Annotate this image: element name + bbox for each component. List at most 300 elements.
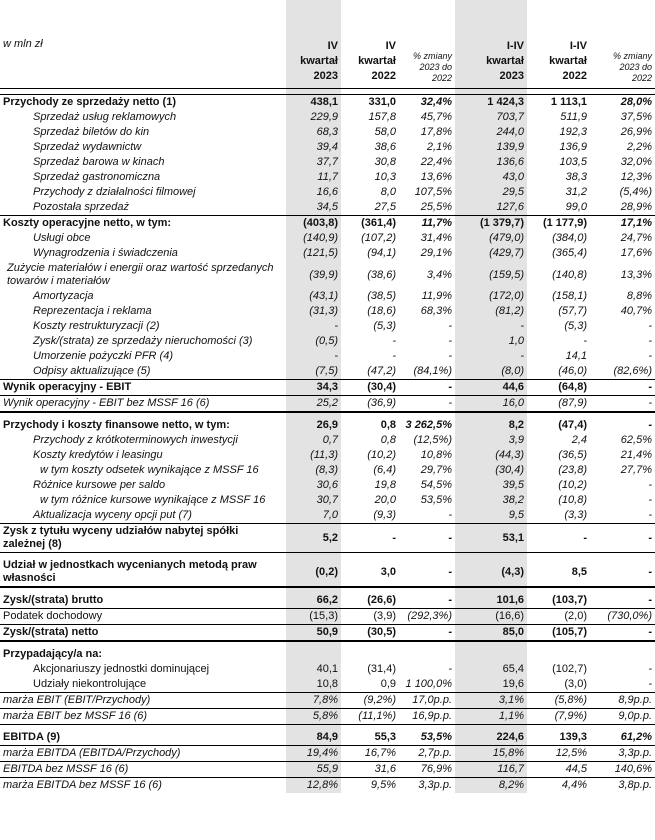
cell-q4-2022: - [392,350,396,362]
cell-fy-2023: 101,6 [455,593,527,609]
cell-q4-2022: 19,8 [374,479,396,491]
cell-fy-2022: 12,5% [527,746,590,762]
cell-q4-2022: 20,0 [374,494,396,506]
cell-q4-2022: 55,3 [341,730,399,746]
cell-fy-2022: (10,8) [558,494,587,506]
cell-q4-2022: 0,9 [380,678,396,690]
row-label: Pozostała sprzedaż [33,201,129,213]
cell-change-q4: 68,3% [420,305,452,317]
cell-q4-2023: 7,0 [286,508,341,524]
row-label: Aktualizacja wyceny opcji put (7) [33,509,192,521]
cell-fy-2023: (30,4) [455,463,527,478]
cell-fy-2023: 8,2% [455,778,527,794]
cell-fy-2023: (8,0) [455,364,527,380]
row-label: marża EBITDA (EBITDA/Przychody) [0,746,286,762]
table-row [0,662,655,677]
table-row [0,677,655,693]
cell-change-fy: 3,8p.p. [618,779,652,791]
cell-q4-2023: 26,9 [286,418,341,433]
cell-change-q4: 31,4% [420,232,452,244]
cell-change-fy: 140,6% [590,762,655,778]
cell-change-q4: 3,4% [426,268,452,281]
cell-fy-2022: (36,5) [558,449,587,461]
cell-change-fy: 40,7% [620,305,652,317]
row-label: Amortyzacja [33,290,94,302]
cell-change-fy: - [590,558,655,587]
cell-change-q4: 29,7% [420,464,452,476]
table-row [0,746,655,762]
cell-change-q4: 1 100,0% [405,678,452,690]
row-label: Akcjonariuszy jednostki dominującej [33,663,210,675]
cell-change-q4: 32,4% [399,95,455,111]
cell-q4-2022: - [341,524,399,553]
cell-fy-2022: (384,0) [552,232,587,244]
cell-change-fy: 24,7% [620,232,652,244]
row-label: Odpisy aktualizujące (5) [33,365,151,377]
table-row [0,140,655,155]
cell-q4-2022: 157,8 [368,111,396,123]
row-label: marża EBIT bez MSSF 16 (6) [0,709,286,725]
cell-fy-2022: (102,7) [552,663,587,675]
table-row [0,125,655,140]
cell-change-fy: 61,2% [590,730,655,746]
cell-change-fy: - [590,380,655,396]
table-row [0,396,655,413]
cell-change-q4: 13,6% [420,171,452,183]
cell-change-fy: - [648,419,652,431]
cell-fy-2022: (23,8) [558,464,587,476]
cell-q4-2023: (39,9) [286,261,341,289]
cell-fy-2022: 4,4% [561,779,587,791]
cell-q4-2023: 7,8% [286,693,341,709]
cell-change-fy: - [590,524,655,553]
cell-change-fy: - [648,663,652,675]
cell-change-q4: 17,0p.p. [399,693,455,709]
cell-change-q4: - [399,558,455,587]
cell-change-fy: 28,0% [590,95,655,111]
cell-change-fy: - [648,678,652,690]
cell-fy-2023: 15,8% [455,746,527,762]
cell-fy-2023 [455,647,527,662]
cell-change-q4: - [399,524,455,553]
cell-q4-2022: 10,3 [374,171,396,183]
cell-change-fy: 17,6% [620,247,652,259]
row-label: w tym koszty odsetek wynikające z MSSF 16 [40,464,259,476]
cell-change-q4: 107,5% [414,186,452,198]
cell-q4-2022: (5,3) [373,320,396,332]
cell-q4-2022: (9,3) [373,509,396,521]
row-label: Reprezentacja i reklama [33,305,152,317]
cell-fy-2022: 8,5 [527,558,590,587]
cell-q4-2023: 68,3 [286,125,341,140]
cell-change-fy: 8,9p.p. [590,693,655,709]
table-row [0,609,655,625]
cell-fy-2023: 1,1% [455,709,527,725]
table-row [0,246,655,261]
cell-change-fy: 9,0p.p. [590,709,655,725]
cell-q4-2023: - [286,349,341,364]
table-row [0,418,655,433]
cell-q4-2023: (140,9) [286,231,341,246]
cell-q4-2022: (361,4) [341,216,399,232]
cell-fy-2023: 9,5 [455,508,527,524]
table-row [0,709,655,725]
cell-q4-2022: (9,2%) [341,693,399,709]
table-row [0,508,655,524]
cell-q4-2023: (121,5) [286,246,341,261]
cell-change-fy: 27,7% [620,464,652,476]
cell-change-fy: 62,5% [620,434,652,446]
cell-q4-2023: 25,2 [286,396,341,413]
cell-fy-2023: 139,9 [455,140,527,155]
row-label: Sprzedaż biletów do kin [33,126,150,138]
cell-change-q4: 29,1% [420,247,452,259]
row-label: Koszty operacyjne netto, w tym: [0,216,286,232]
row-label: Zysk/(strata) brutto [0,593,286,609]
cell-fy-2023: - [455,319,527,334]
table-row [0,170,655,185]
cell-q4-2022: 27,5 [374,201,396,213]
row-label: EBITDA (9) [0,730,286,746]
table-row [0,380,655,396]
row-label: Różnice kursowe per saldo [33,479,166,491]
cell-change-q4: 2,1% [426,141,452,153]
cell-fy-2023: 1 424,3 [455,95,527,111]
row-label: Usługi obce [33,232,91,244]
cell-change-q4: 2,7p.p. [399,746,455,762]
cell-fy-2023: 65,4 [455,662,527,677]
cell-q4-2022: 9,5% [370,779,396,791]
cell-change-fy: 12,3% [620,171,652,183]
cell-fy-2023: (429,7) [455,246,527,261]
cell-change-fy: - [590,396,655,413]
cell-change-q4: 25,5% [420,201,452,213]
table-row [0,289,655,304]
cell-q4-2023: (0,5) [286,334,341,349]
cell-q4-2023: 229,9 [286,110,341,125]
cell-fy-2022: (2,0) [564,610,587,622]
cell-q4-2022: (38,6) [367,268,396,281]
cell-change-q4: - [399,593,455,609]
table-row [0,762,655,778]
cell-change-fy: 3,3p.p. [590,746,655,762]
cell-change-q4: 3 262,5% [405,419,452,431]
cell-fy-2023: 224,6 [455,730,527,746]
cell-q4-2023 [286,647,341,662]
cell-fy-2023: 44,6 [455,380,527,396]
col-header-fy-2023: I-IV kwartał 2023 [455,0,527,89]
cell-fy-2023: - [455,349,527,364]
row-label: marża EBIT (EBIT/Przychody) [0,693,286,709]
cell-change-q4: 22,4% [420,156,452,168]
cell-fy-2023: 136,6 [455,155,527,170]
unit-label: w mln zł [0,0,286,89]
cell-change-fy: - [590,593,655,609]
cell-fy-2022: 192,3 [559,126,587,138]
cell-q4-2023: 30,7 [286,493,341,508]
cell-q4-2023: 34,5 [286,200,341,216]
table-row [0,334,655,349]
cell-fy-2022: 1 113,1 [527,95,590,111]
table-row [0,231,655,246]
cell-fy-2023: 8,2 [455,418,527,433]
table-row [0,185,655,200]
cell-fy-2023: 703,7 [455,110,527,125]
table-row [0,478,655,493]
cell-change-q4: 53,5% [399,730,455,746]
cell-change-q4: 54,5% [420,479,452,491]
cell-q4-2023: (15,3) [286,609,341,625]
cell-change-q4: (84,1%) [413,365,452,377]
cell-q4-2023: (31,3) [286,304,341,319]
cell-change-fy [590,647,655,662]
table-row [0,524,655,553]
cell-change-fy: 32,0% [620,156,652,168]
cell-q4-2022: (36,9) [341,396,399,413]
cell-q4-2023: 66,2 [286,593,341,609]
cell-change-fy: - [648,509,652,521]
cell-fy-2022: (105,7) [527,625,590,642]
cell-q4-2022: (6,4) [373,464,396,476]
row-label: Sprzedaż barowa w kinach [33,156,165,168]
cell-q4-2023: 40,1 [286,662,341,677]
cell-fy-2023: 39,5 [455,478,527,493]
cell-fy-2023: 127,6 [455,200,527,216]
cell-q4-2023: 438,1 [286,95,341,111]
cell-fy-2022: 99,0 [565,201,587,213]
row-label: Przychody z działalności filmowej [33,186,196,198]
cell-fy-2022: (46,0) [558,365,587,377]
cell-q4-2023: 0,7 [286,433,341,448]
cell-q4-2022: (10,2) [367,449,396,461]
cell-q4-2023: (0,2) [286,558,341,587]
cell-q4-2022 [341,647,399,662]
table-row [0,693,655,709]
cell-q4-2022: (94,1) [367,247,396,259]
table-row [0,155,655,170]
cell-q4-2022: (11,1%) [341,709,399,725]
cell-change-fy: (5,4%) [619,186,652,198]
cell-q4-2023: 12,8% [286,778,341,794]
cell-q4-2023: 10,8 [286,677,341,693]
cell-change-fy: 37,5% [620,111,652,123]
cell-change-fy: - [648,350,652,362]
row-label: w tym różnice kursowe wynikające z MSSF 16 [40,494,266,506]
cell-fy-2023: 29,5 [455,185,527,200]
cell-fy-2022: (64,8) [527,380,590,396]
cell-q4-2022: 31,6 [341,762,399,778]
row-label: Wynagrodzenia i świadczenia [33,247,178,259]
col-header-fy-2022: I-IV kwartał 2022 [527,0,590,89]
cell-change-q4: 3,3p.p. [418,779,452,791]
cell-fy-2022: (87,9) [527,396,590,413]
cell-change-q4: 11,9% [421,290,452,302]
cell-fy-2022: (103,7) [527,593,590,609]
cell-q4-2023: 50,9 [286,625,341,642]
cell-change-fy: 2,2% [626,141,652,153]
cell-fy-2022: (7,9%) [527,709,590,725]
cell-change-fy: 8,8% [626,290,652,302]
table-row [0,95,655,111]
col-header-q4-2022: IV kwartał 2022 [341,0,399,89]
cell-q4-2023: 39,4 [286,140,341,155]
cell-q4-2023: 19,4% [286,746,341,762]
row-label: Przychody i koszty finansowe netto, w tym: [3,419,230,431]
cell-fy-2023: 53,1 [455,524,527,553]
cell-q4-2023: (8,3) [286,463,341,478]
table-row [0,593,655,609]
cell-change-fy: - [648,320,652,332]
cell-q4-2023: (7,5) [286,364,341,380]
cell-fy-2022: 139,3 [527,730,590,746]
cell-fy-2023: 38,2 [455,493,527,508]
row-label: Zużycie materiałów i energii oraz wartość sprzedanych towarów i materiałów [7,262,274,287]
cell-q4-2022: (30,5) [341,625,399,642]
cell-change-fy: (82,6%) [613,365,652,377]
cell-change-q4: 10,8% [420,449,452,461]
cell-q4-2022: (3,9) [373,610,396,622]
table-row [0,493,655,508]
cell-fy-2023: (479,0) [455,231,527,246]
table-row [0,304,655,319]
cell-q4-2022: 38,6 [374,141,396,153]
row-label: Przypadający/a na: [3,648,103,660]
cell-fy-2023: 19,6 [455,677,527,693]
cell-q4-2022: (31,4) [367,663,396,675]
cell-fy-2023: 43,0 [455,170,527,185]
row-label: Wynik operacyjny - EBIT [0,380,286,396]
cell-q4-2023: 30,6 [286,478,341,493]
cell-fy-2023: 16,0 [455,396,527,413]
table-row [0,349,655,364]
cell-change-q4: 17,8% [420,126,452,138]
cell-change-q4: 11,7% [399,216,455,232]
cell-q4-2023: 5,8% [286,709,341,725]
cell-fy-2023: (172,0) [455,289,527,304]
cell-change-fy: - [648,335,652,347]
cell-fy-2022: (3,0) [564,678,587,690]
table-row [0,110,655,125]
cell-fy-2023: (4,3) [455,558,527,587]
cell-change-q4 [399,647,455,662]
cell-q4-2022: 30,8 [374,156,396,168]
row-label: Koszty kredytów i leasingu [33,449,163,461]
cell-q4-2023: (43,1) [286,289,341,304]
cell-fy-2022: 136,9 [559,141,587,153]
table-row [0,433,655,448]
table-row [0,200,655,216]
cell-change-q4: - [399,396,455,413]
cell-change-q4: - [448,320,452,332]
cell-fy-2022 [527,647,590,662]
row-label: Koszty restrukturyzacji (2) [33,320,160,332]
col-header-change-fy: % zmiany 2023 do 2022 [590,0,655,89]
row-label: marża EBITDA bez MSSF 16 (6) [3,779,162,791]
table-row [0,216,655,232]
cell-fy-2022: 38,3 [565,171,587,183]
cell-fy-2023: 85,0 [455,625,527,642]
cell-fy-2022: - [583,335,587,347]
cell-fy-2022: 2,4 [571,434,587,446]
cell-change-q4: (292,3%) [407,610,452,622]
cell-q4-2023: 5,2 [286,524,341,553]
cell-q4-2022: 0,8 [380,419,396,431]
table-row [0,778,655,794]
cell-change-fy: - [648,479,652,491]
cell-change-fy: 13,3% [620,268,652,281]
cell-q4-2022: (26,6) [341,593,399,609]
cell-fy-2022: (1 177,9) [527,216,590,232]
row-label: Zysk/(strata) ze sprzedaży nieruchomości (3) [33,335,253,347]
cell-q4-2023: - [286,319,341,334]
cell-fy-2022: 44,5 [527,762,590,778]
cell-q4-2022: (107,2) [361,232,396,244]
cell-q4-2023: 16,6 [286,185,341,200]
cell-change-q4: 76,9% [399,762,455,778]
cell-change-fy: 26,9% [620,126,652,138]
col-header-q4-2023: IV kwartał 2023 [286,0,341,89]
cell-fy-2023: 1,0 [455,334,527,349]
cell-change-q4: 53,5% [420,494,452,506]
row-label: Przychody z krótkoterminowych inwestycji [33,434,238,446]
cell-q4-2023: 55,9 [286,762,341,778]
cell-fy-2022: 31,2 [565,186,587,198]
table-row [0,448,655,463]
cell-change-q4: (12,5%) [413,434,452,446]
header-row [0,0,655,89]
cell-q4-2023: 34,3 [286,380,341,396]
cell-q4-2022: 331,0 [341,95,399,111]
cell-fy-2022: - [527,524,590,553]
cell-change-q4: - [448,335,452,347]
cell-q4-2022: (18,6) [367,305,396,317]
cell-change-fy: - [648,494,652,506]
cell-change-fy: - [590,625,655,642]
row-label: Udział w jednostkach wycenianych metodą praw własności [0,558,286,587]
cell-q4-2023: (11,3) [286,448,341,463]
row-label: Sprzedaż wydawnictw [33,141,142,153]
cell-fy-2022: (5,8%) [527,693,590,709]
row-label: Zysk z tytułu wyceny udziałów nabytej spółki zależnej (8) [0,524,286,553]
table-row [0,463,655,478]
cell-fy-2023: 3,1% [455,693,527,709]
table-row [0,647,655,662]
cell-q4-2023: 11,7 [286,170,341,185]
cell-fy-2022: (57,7) [558,305,587,317]
cell-fy-2022: (140,8) [552,268,587,281]
cell-fy-2022: 511,9 [560,111,587,123]
cell-fy-2023: 116,7 [455,762,527,778]
cell-fy-2023: (1 379,7) [455,216,527,232]
cell-change-q4: - [448,350,452,362]
cell-fy-2023: 244,0 [455,125,527,140]
row-label: Udziały niekontrolujące [33,678,147,690]
row-label: Przychody ze sprzedaży netto (1) [0,95,286,111]
cell-q4-2023: 84,9 [286,730,341,746]
table-row [0,364,655,380]
row-label: Podatek dochodowy [3,610,103,622]
row-label: Sprzedaż gastronomiczna [33,171,161,183]
cell-fy-2023: (16,6) [455,609,527,625]
cell-q4-2023: 37,7 [286,155,341,170]
table-row [0,558,655,587]
cell-fy-2022: 14,1 [565,350,587,362]
cell-change-q4: - [448,663,452,675]
cell-fy-2023: 3,9 [455,433,527,448]
cell-fy-2022: (365,4) [552,247,587,259]
table-row [0,261,655,289]
row-label: Wynik operacyjny - EBIT bez MSSF 16 (6) [0,396,286,413]
